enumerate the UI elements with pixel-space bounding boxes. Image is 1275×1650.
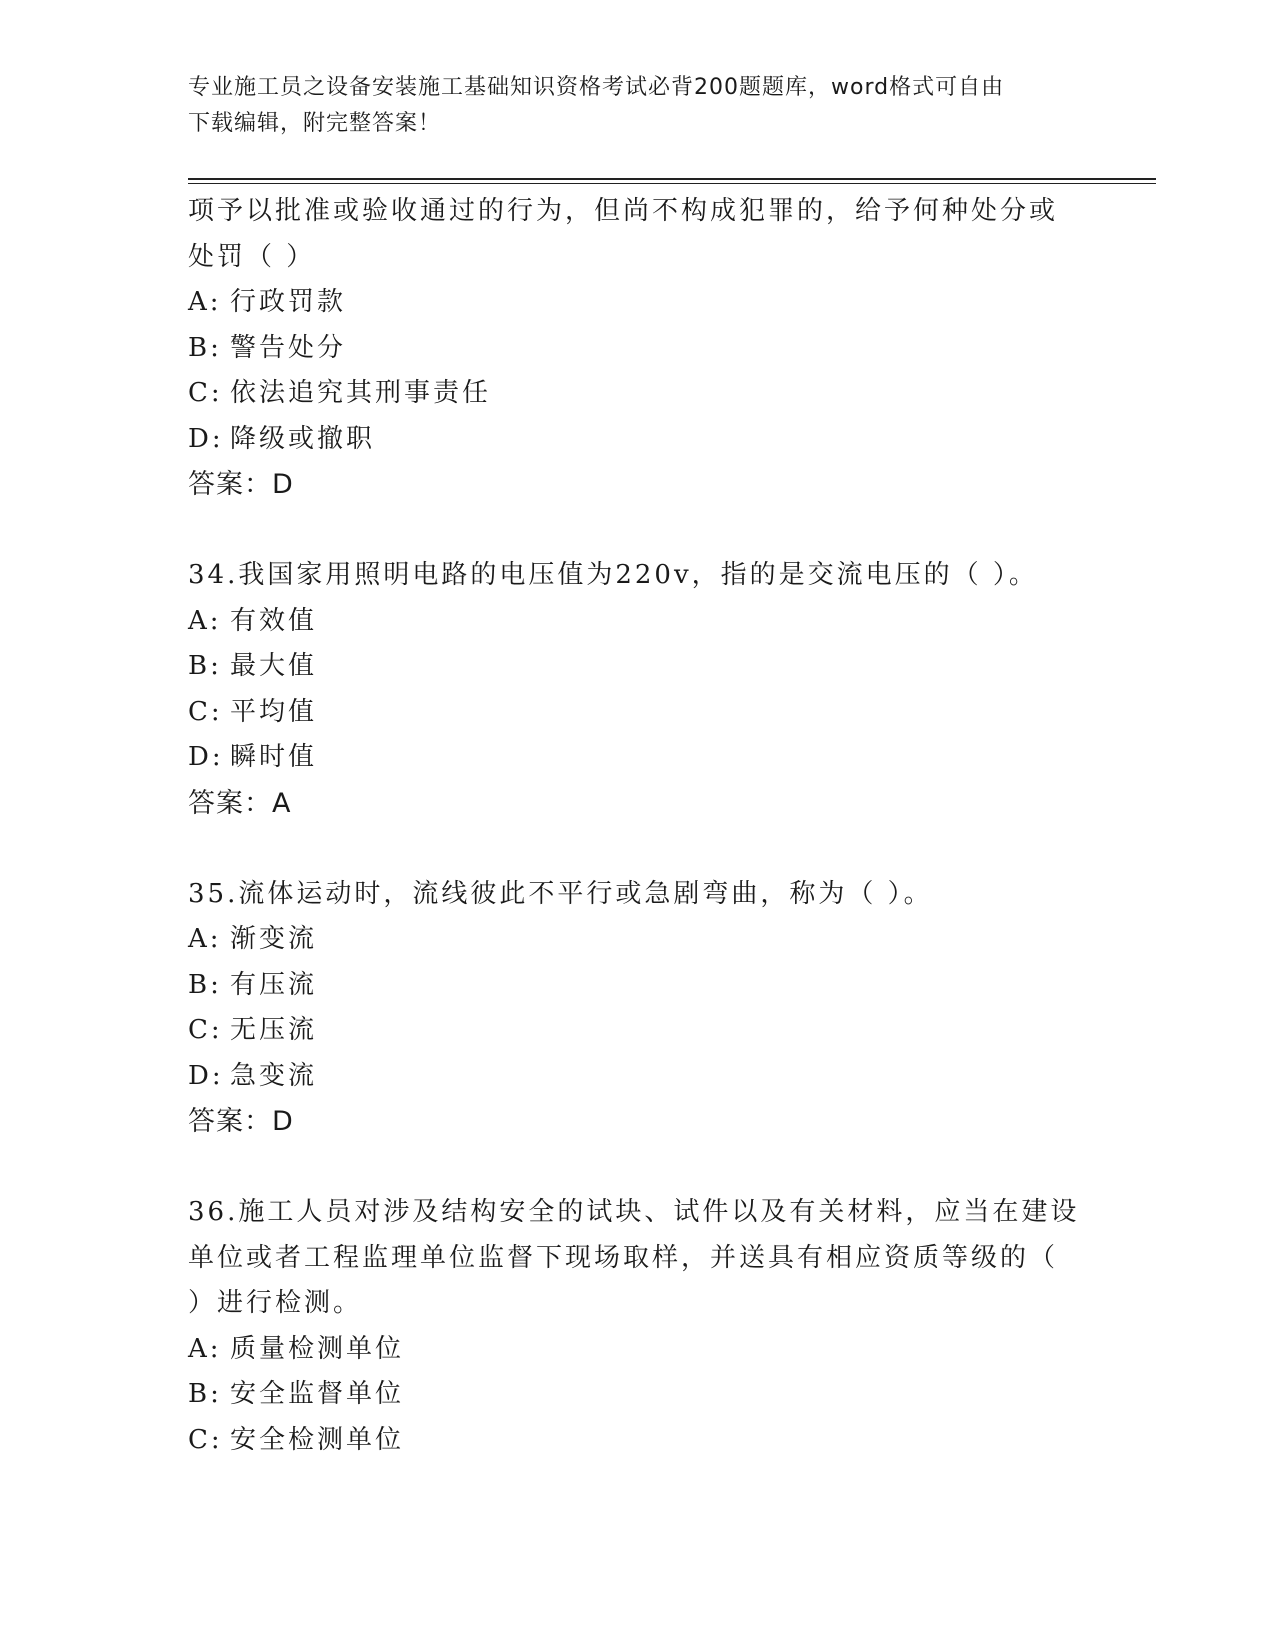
question-35 [188,872,1088,1145]
option-b [188,644,1088,690]
option-a [188,917,1088,963]
answer: 答案：D [188,469,294,500]
option-d [188,1054,1088,1100]
option-text: 安全检测单位 [230,1424,405,1455]
header-rule-thin [188,183,1156,184]
option-letter: A: [188,605,222,636]
answer: 答案：A [188,787,292,819]
option-b [188,1372,1088,1418]
option-text: 无压流 [230,1015,318,1045]
option-b [188,326,1088,372]
spacer [188,826,1088,872]
option-text: 降级或撤职 [230,423,376,454]
option-text: 渐变流 [230,924,318,954]
question-36 [188,1190,1088,1463]
question-stem: 34.我国家用照明电路的电压值为220v，指的是交流电压的（ ）。 [188,560,1038,590]
option-letter: D: [188,742,224,772]
question-34 [188,553,1088,826]
option-text: 最大值 [230,651,318,681]
question-stem: 项予以批准或验收通过的行为，但尚不构成犯罪的，给予何种处分或 [188,196,1059,226]
option-a [188,599,1088,645]
option-b [188,963,1088,1009]
option-d [188,735,1088,781]
option-a [188,280,1088,326]
answer: 答案：D [188,1106,294,1137]
header-rule-thick [188,178,1156,180]
option-letter: C: [188,696,223,727]
option-text: 瞬时值 [230,742,318,772]
spacer [188,1145,1088,1191]
option-letter: A: [188,924,222,954]
question-33 [188,189,1088,508]
option-a [188,1327,1088,1373]
option-text: 急变流 [230,1060,318,1091]
option-c [188,690,1088,736]
option-c [188,371,1088,417]
option-text: 安全监督单位 [230,1379,405,1409]
option-c [188,1418,1088,1464]
header-line-2: 下载编辑，附完整答案！ [188,111,442,136]
document-header [188,70,1068,142]
question-stem: 36.施工人员对涉及结构安全的试块、试件以及有关材料，应当在建设 [188,1197,1080,1227]
option-letter: B: [188,332,222,363]
option-text: 依法追究其刑事责任 [230,378,492,408]
option-letter: A: [188,1333,222,1364]
option-text: 平均值 [230,696,318,727]
option-text: 有效值 [230,605,318,636]
option-letter: C: [188,378,223,408]
option-d [188,417,1088,463]
option-letter: D: [188,423,224,454]
option-letter: C: [188,1424,223,1455]
question-stem: 处罚（ ） [188,241,316,272]
question-stem: ）进行检测。 [188,1288,363,1318]
option-letter: C: [188,1015,223,1045]
question-stem: 单位或者工程监理单位监督下现场取样，并送具有相应资质等级的（ [188,1242,1059,1273]
option-text: 有压流 [230,969,318,1000]
option-text: 警告处分 [230,332,347,363]
option-c [188,1008,1088,1054]
option-letter: B: [188,1379,222,1409]
option-letter: D: [188,1060,224,1091]
option-text: 行政罚款 [230,287,347,317]
option-letter: A: [188,287,222,317]
spacer [188,508,1088,554]
header-line-1: 专业施工员之设备安装施工基础知识资格考试必背200题题库，word格式可自由 [188,75,1005,100]
question-list [188,189,1088,1463]
option-text: 质量检测单位 [230,1333,405,1364]
question-stem: 35.流体运动时，流线彼此不平行或急剧弯曲，称为（ ）。 [188,878,933,909]
option-letter: B: [188,969,222,1000]
option-letter: B: [188,651,222,681]
